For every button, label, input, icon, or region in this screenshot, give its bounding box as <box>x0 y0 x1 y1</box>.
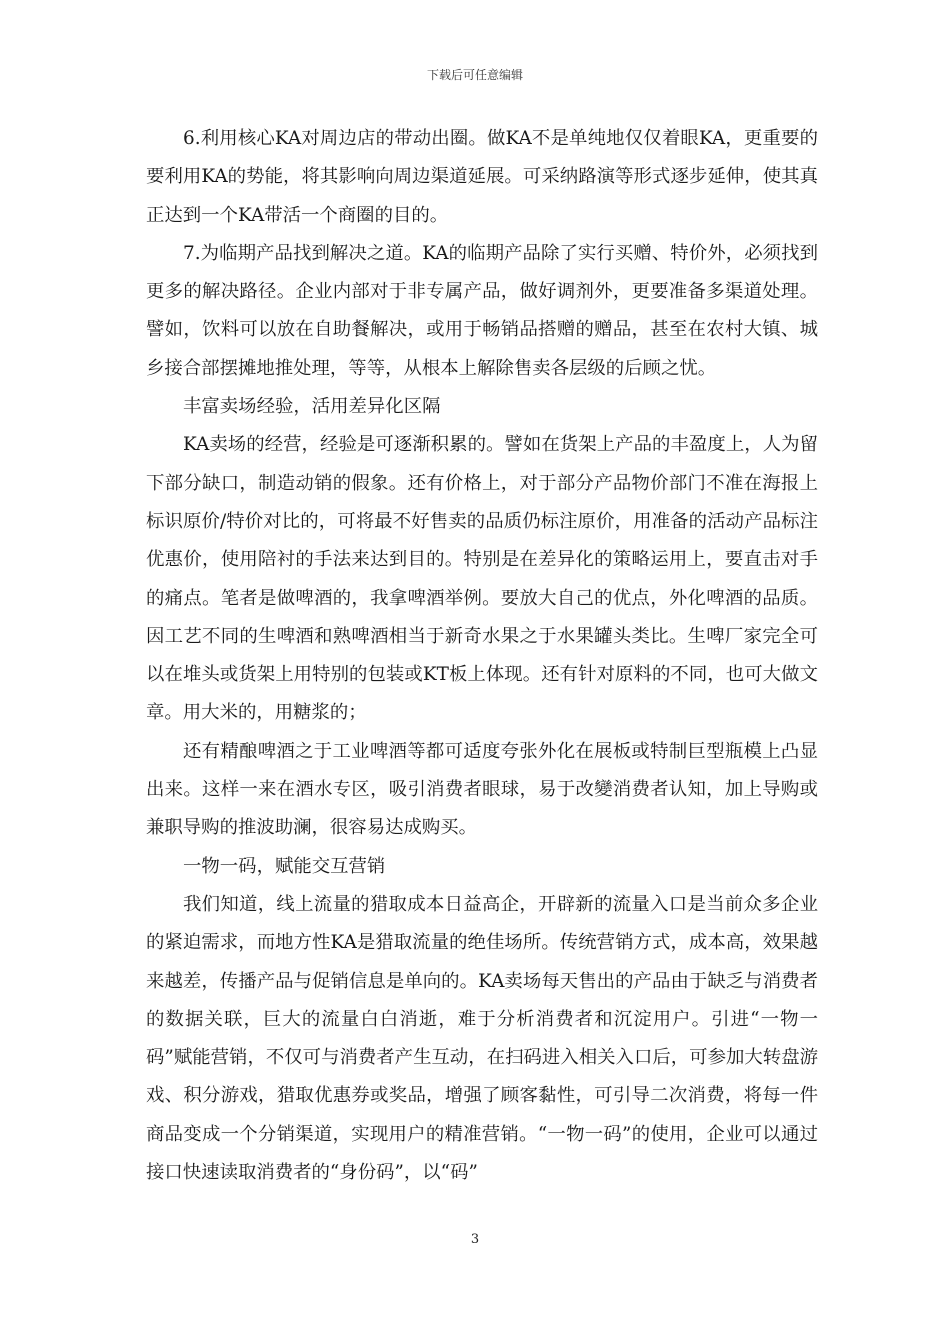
section-heading-experience: 丰富卖场经验，活用差异化区隔 <box>183 396 441 418</box>
paragraph-ka-experience: KA卖场的经营，经验是可逐渐积累的。譬如在货架上产品的丰盈度上，人为留下部分缺口，制造动销的假象。还有价格上，对于部分产品物价部门不准在海报上标识原价/特价对比的，可将最不好售卖的品质仍标注原价，用准备的活动产品标注优惠价，使用陪衬的手法来达到目的。特别是在差异化的策略运用上，要直击对手的痛点。笔者是做啤酒的，我拿啤酒举例。要放大自己的优点，外化啤酒的品质。因工艺不同的生啤酒和熟啤酒相当于新奇水果之于水果罐头类比。生啤厂家完全可以在堆头或货架上用特别的包装或KT板上体现。还有针对原料的不同，也可大做文章。用大米的，用糖浆的； <box>146 434 818 724</box>
document-body <box>146 120 818 1192</box>
paragraph-item-7: 7.为临期产品找到解决之道。KA的临期产品除了实行买赠、特价外，必须找到更多的解决路径。企业内部对于非专属产品，做好调剂外，更要准备多渠道处理。譬如，饮料可以放在自助餐解决，或用于畅销品搭赠的赠品，甚至在农村大镇、城乡接合部摆摊地推处理，等等，从根本上解除售卖各层级的后顾之忧。 <box>146 242 818 379</box>
page-number: 3 <box>470 1232 480 1247</box>
paragraph-craft-beer: 还有精酿啤酒之于工业啤酒等都可适度夸张外化在展板或特制巨型瓶模上凸显出来。这样一来在酒水专区，吸引消费者眼球，易于改變消费者认知，加上导购或兼职导购的推波助澜，很容易达成购买。 <box>146 740 818 839</box>
paragraph-item-6: 6.利用核心KA对周边店的带动出圈。做KA不是单纯地仅仅着眼KA，更重要的要利用KA的势能，将其影响向周边渠道延展。可采纳路演等形式逐步延伸，使其真正达到一个KA带活一个商圈的目的。 <box>146 128 818 226</box>
page-header: 下载后可任意编辑 <box>426 68 523 82</box>
section-heading-one-code: 一物一码，赋能交互营销 <box>183 855 386 877</box>
paragraph-one-code: 我们知道，线上流量的猎取成本日益高企，开辟新的流量入口是当前众多企业的紧迫需求，而地方性KA是猎取流量的绝佳场所。传统营销方式，成本高，效果越来越差，传播产品与促销信息是单向的。KA卖场每天售出的产品由于缺乏与消费者的数据关联，巨大的流量白白消逝，难于分析消费者和沉淀用户。引进“一物一码”赋能营销，不仅可与消费者产生互动，在扫码进入相关入口后，可参加大转盘游戏、积分游戏，猎取优惠券或奖品，增强了顾客黏性，可引导二次消费，将每一件商品变成一个分销渠道，实现用户的精准营销。“一物一码”的使用，企业可以通过接口快速读取消费者的“身份码”，以“码” <box>146 893 818 1184</box>
